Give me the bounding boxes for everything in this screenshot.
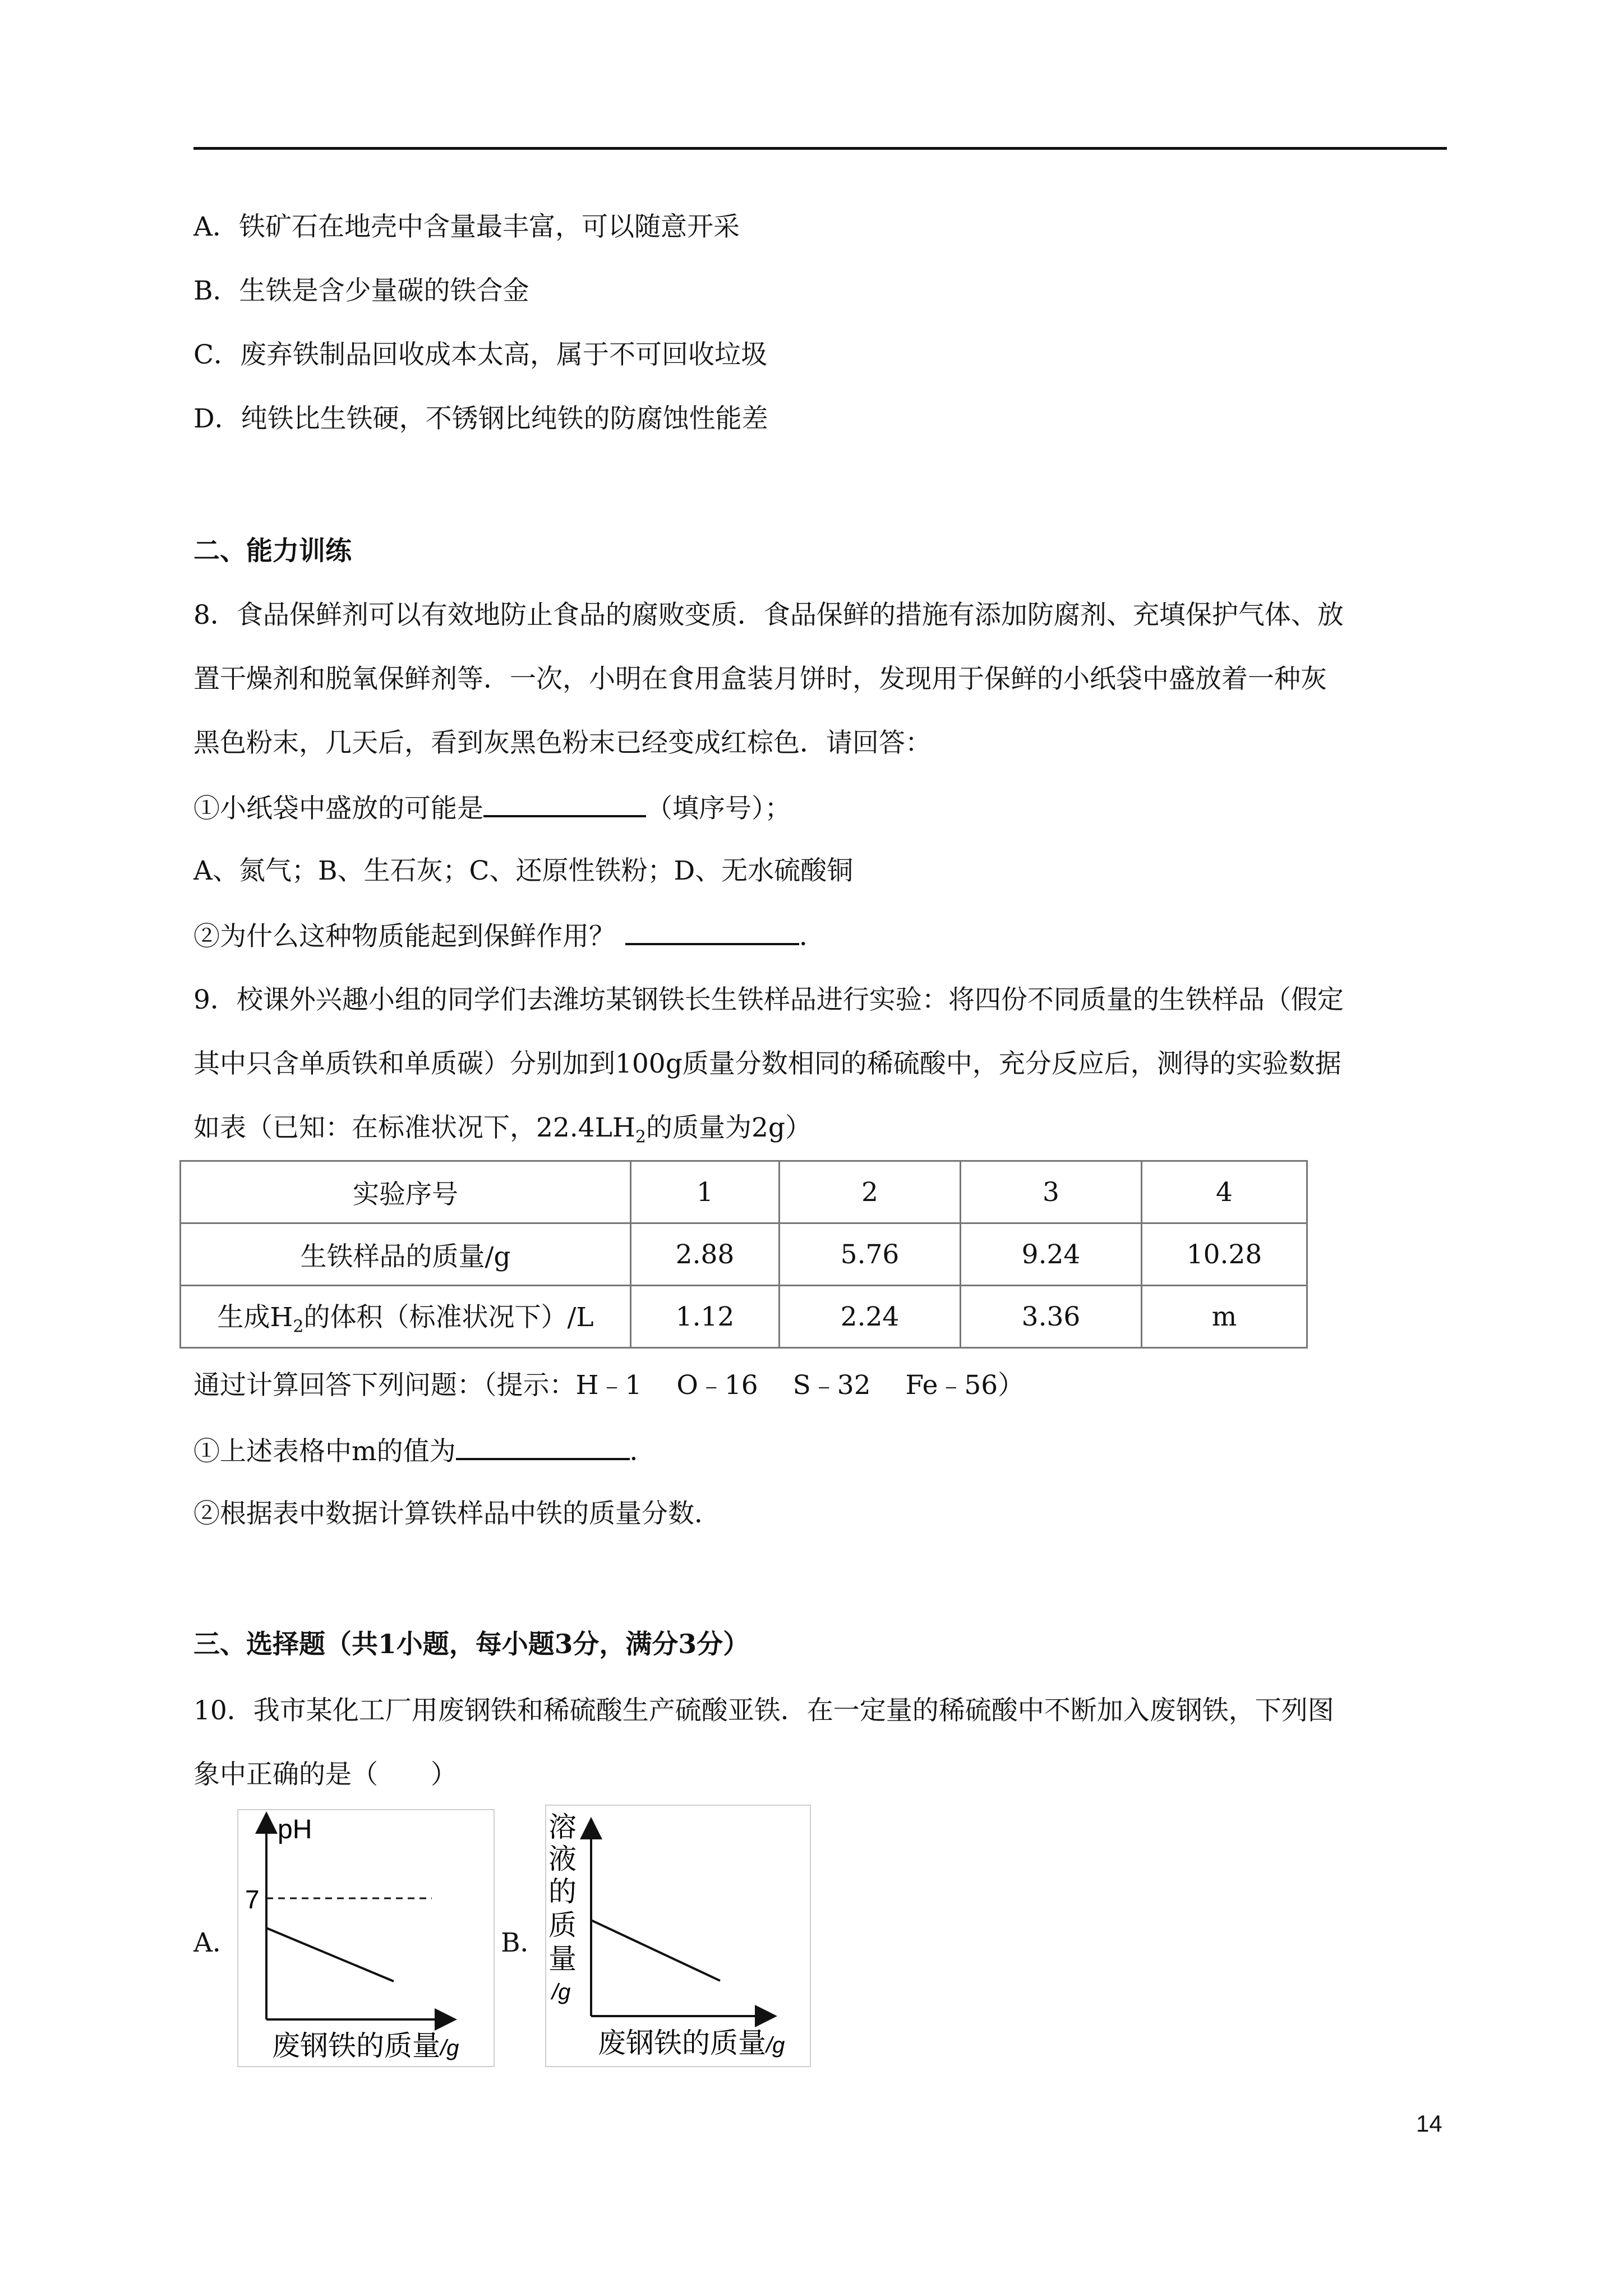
table-cell: 3.36 [961,1286,1142,1348]
graph-a-x-label [272,2030,459,2062]
q8-sub-2 [193,918,826,954]
q8-sub-2-prefix: ②为什么这种物质能起到保鲜作用？ [193,921,615,952]
q9-line-3-sub: 2 [635,1127,646,1147]
q8-sub-1-prefix: ①小纸袋中盛放的可能是 [193,793,483,824]
graph-a-svg [238,1810,494,2066]
q7-option-a: A．铁矿石在地壳中含量最丰富，可以随意开采 [193,211,740,242]
graph-b-x-main: 废钢铁的质量 [598,2027,766,2059]
table-row [181,1161,1307,1223]
q9-hint: 通过计算回答下列问题：（提示：H﹣1 O﹣16 S﹣32 Fe﹣56） [193,1370,1025,1401]
graph-b-y-char: 液 [548,1843,577,1875]
q8-line-3: 黑色粉末，几天后，看到灰黑色粉末已经变成红棕色．请回答： [193,728,932,758]
q7-option-b: B．生铁是含少量碳的铁合金 [193,275,529,306]
graph-b-svg [546,1806,810,2066]
table-cell: 2 [780,1161,961,1223]
graph-a-ref-label: 7 [245,1885,260,1914]
header-rule [193,147,1447,150]
row2-label-prefix: 生成H [217,1302,293,1333]
q9-line-2: 其中只含单质铁和单质碳）分别加到100g质量分数相同的稀硫酸中，充分反应后，测得的实验数据 [193,1048,1341,1079]
table-cell: 4 [1142,1161,1307,1223]
experiment-table [179,1160,1308,1349]
graph-b-y-char: 的 [548,1876,577,1907]
q8-sub-2-suffix: ． [799,921,826,952]
table-row [181,1286,1307,1348]
section-2-title: 二、能力训练 [193,536,352,567]
q8-answer-blank-1[interactable] [483,790,646,817]
q9-answer-blank[interactable] [456,1433,630,1460]
q9-line-3-prefix: 如表（已知：在标准状况下，22.4LH [193,1112,635,1143]
table-cell [181,1286,631,1348]
q9-sub-1-suffix: ． [629,1436,656,1467]
table-cell: 5.76 [780,1223,961,1286]
table-cell: 10.28 [1142,1223,1307,1286]
graph-b-x-label [598,2027,785,2059]
q8-sub-1 [193,790,791,826]
graph-a[interactable] [237,1809,495,2067]
q7-option-d: D．纯铁比生铁硬，不锈钢比纯铁的防腐蚀性能差 [193,403,768,434]
graph-a-y-label: pH [278,1815,312,1844]
graph-b-y-unit: /g [552,1980,571,2004]
table-cell: 实验序号 [181,1161,631,1223]
option-b-label[interactable]: B． [501,1927,547,1958]
q9-line-1: 9．校课外兴趣小组的同学们去潍坊某钢铁长生铁样品进行实验：将四份不同质量的生铁样品（假定 [193,984,1344,1015]
section-3-title: 三、选择题（共1小题，每小题3分，满分3分） [193,1629,750,1660]
graph-b[interactable] [545,1805,811,2067]
row2-label-sub: 2 [293,1317,304,1337]
q10-line-1: 10．我市某化工厂用废钢铁和稀硫酸生产硫酸亚铁．在一定量的稀硫酸中不断加入废钢铁，下列图 [193,1695,1334,1726]
page-number: 14 [1416,2110,1442,2137]
q9-sub-2: ②根据表中数据计算铁样品中铁的质量分数． [193,1498,721,1529]
table-cell: 9.24 [961,1223,1142,1286]
q8-line-1: 8．食品保鲜剂可以有效地防止食品的腐败变质．食品保鲜的措施有添加防腐剂、充填保护气体、放 [193,600,1344,631]
table-cell: m [1142,1286,1307,1348]
q9-line-3 [193,1111,811,1154]
graph-a-x-main: 废钢铁的质量 [272,2030,440,2062]
q7-option-c: C．废弃铁制品回收成本太高，属于不可回收垃圾 [193,339,767,370]
table-cell: 2.88 [631,1223,780,1286]
q8-choices: A、氮气；B、生石灰；C、还原性铁粉；D、无水硫酸铜 [193,855,854,886]
graph-b-y-char: 量 [548,1943,577,1975]
q10-line-2: 象中正确的是（ ） [193,1759,457,1790]
q9-line-3-suffix: 的质量为2g） [645,1112,811,1143]
graph-a-trend-line [266,1928,394,1981]
q8-sub-1-suffix: （填序号）； [646,793,791,824]
table-cell: 2.24 [780,1286,961,1348]
graph-b-y-char: 质 [548,1910,577,1941]
q8-line-2: 置干燥剂和脱氧保鲜剂等．一次，小明在食用盒装月饼时，发现用于保鲜的小纸袋中盛放着一种灰 [193,664,1327,694]
q8-answer-blank-2[interactable] [625,918,799,945]
table-cell: 生铁样品的质量/g [181,1223,631,1286]
q9-sub-1-prefix: ①上述表格中m的值为 [193,1436,456,1467]
table-cell: 3 [961,1161,1142,1223]
row2-label-suffix: 的体积（标准状况下）/L [303,1302,594,1333]
option-a-label[interactable]: A． [193,1927,239,1958]
graph-b-x-unit: /g [766,2033,785,2058]
table-cell: 1 [631,1161,780,1223]
table-cell: 1.12 [631,1286,780,1348]
graph-a-x-unit: /g [440,2036,459,2060]
graph-b-y-char: 溶 [548,1811,577,1843]
graph-b-trend-line [591,1920,720,1981]
table-row [181,1223,1307,1286]
q9-sub-1 [193,1433,656,1469]
